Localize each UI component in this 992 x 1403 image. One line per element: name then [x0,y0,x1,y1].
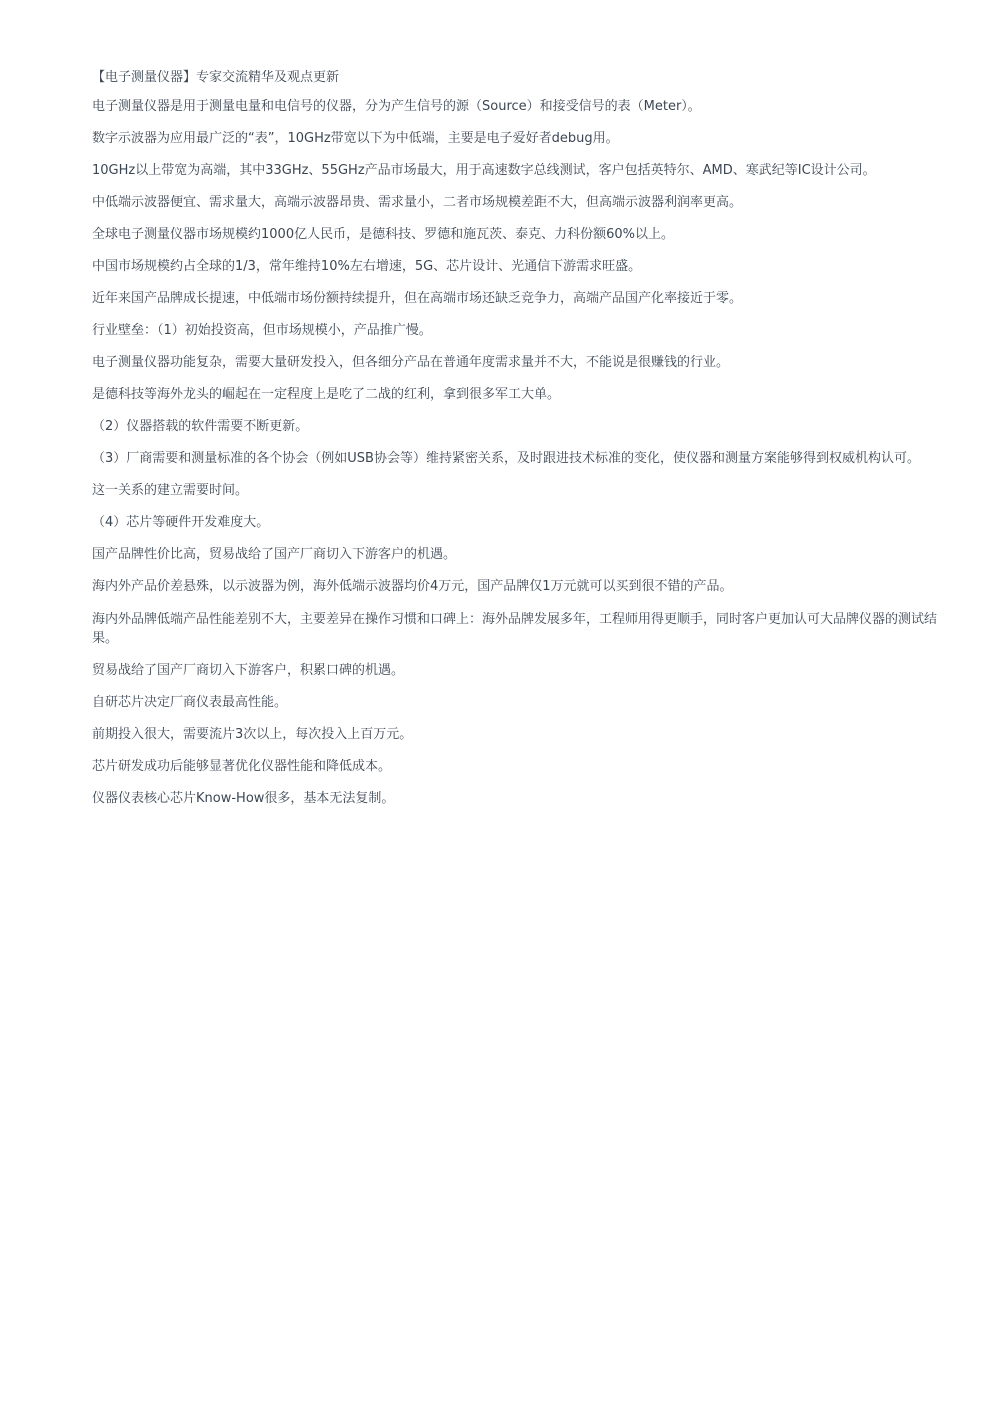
paragraph: 数字示波器为应用最广泛的“表”，10GHz带宽以下为中低端，主要是电子爱好者debug用。 [92,131,619,146]
paragraph: 近年来国产品牌成长提速，中低端市场份额持续提升，但在高端市场还缺乏竞争力，高端产品国产化率接近于零。 [92,291,743,306]
paragraph [92,322,952,339]
paragraph: 这一关系的建立需要时间。 [92,483,249,498]
paragraph: 是德科技等海外龙头的崛起在一定程度上是吃了二战的红利，拿到很多军工大单。 [92,387,561,402]
paragraph: （4）芯片等硬件开发难度大。 [92,515,270,530]
paragraph-text: 自研芯片决定厂商仪表最高性能。 [92,695,288,710]
paragraph: 芯片研发成功后能够显著优化仪器性能和降低成本。 [92,759,392,774]
paragraph: 海内外产品价差悬殊，以示波器为例，海外低端示波器均价4万元，国产品牌仅1万元就可以买到很不错的产品。 [92,579,733,594]
paragraph: 海内外品牌低端产品性能差别不大，主要差异在操作习惯和口碑上：海外品牌发展多年，工程师用得更顺手，同时客户更加认可大品牌仪器的测试结果。 [92,612,938,646]
paragraph [92,546,952,563]
paragraph-text: 电子测量仪器是用于测量电量和电信号的仪器，分为产生信号的源（Source）和接受信号的表（Meter）。 [92,99,701,114]
paragraph: （3）厂商需要和测量标准的各个协会（例如USB协会等）维持紧密关系，及时跟进技术标准的变化，使仪器和测量方案能够得到权威机构认可。 [92,451,920,466]
paragraph: 电子测量仪器功能复杂，需要大量研发投入，但各细分产品在普通年度需求量并不大，不能说是很赚钱的行业。 [92,355,730,370]
paragraph [92,226,952,243]
paragraph: 10GHz以上带宽为高端，其中33GHz、55GHz产品市场最大，用于高速数字总线测试，客户包括英特尔、AMD、寒武纪等IC设计公司。 [92,163,876,178]
paragraph: 中低端示波器便宜、需求量大，高端示波器昂贵、需求量小，二者市场规模差距不大，但高端示波器利润率更高。 [92,195,743,210]
paragraph: （2）仪器搭载的软件需要不断更新。 [92,419,309,434]
paragraph-text: 行业壁垒：（1）初始投资高，但市场规模小，产品推广慢。 [92,323,432,338]
paragraph: 中国市场规模约占全球的1/3，常年维持10%左右增速，5G、芯片设计、光通信下游需求旺盛。 [92,259,642,274]
paragraph: 仪器仪表核心芯片Know-How很多，基本无法复制。 [92,791,395,806]
paragraph-text: 全球电子测量仪器市场规模约1000亿人民币，是德科技、罗德和施瓦茨、泰克、力科份额60%以上。 [92,227,674,242]
document-title: 【电子测量仪器】专家交流精华及观点更新 [92,70,340,85]
paragraph: 前期投入很大，需要流片3次以上，每次投入上百万元。 [92,727,413,742]
document-body [92,68,952,822]
paragraph-text: 国产品牌性价比高，贸易战给了国产厂商切入下游客户的机遇。 [92,547,457,562]
paragraph [92,98,952,115]
paragraph [92,694,952,711]
paragraph: 贸易战给了国产厂商切入下游客户，积累口碑的机遇。 [92,663,405,678]
